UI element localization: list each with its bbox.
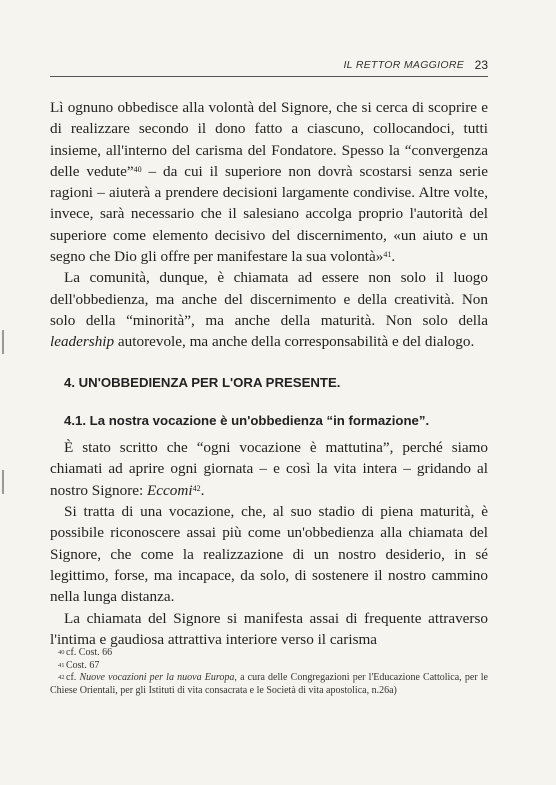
footnote-text: Cost. 67 xyxy=(66,659,100,671)
footnote-title: Nuove vocazioni per la nuova Europa xyxy=(79,672,235,684)
page-header xyxy=(50,58,488,77)
footnote-number: 42 xyxy=(58,674,65,682)
footnote-number: 41 xyxy=(58,661,65,669)
text-run: La comunità, dunque, è chiamata ad essere non solo il luogo dell'obbedienza, ma anche del discernimento e della creatività. Non solo della “minorità”, ma anche della maturità. Non solo della xyxy=(50,269,488,329)
footnote-ref: 41 xyxy=(383,250,392,260)
subsection-heading: 4.1. La nostra vocazione è un'obbedienza “in formazione”. xyxy=(64,412,430,428)
body-text xyxy=(50,97,488,650)
footnote xyxy=(50,672,488,697)
footnote-ref: 42 xyxy=(192,483,201,493)
paragraph xyxy=(50,267,488,352)
footnote-text: cf. Cost. 66 xyxy=(66,647,113,658)
footnotes xyxy=(50,647,488,697)
scan-edge-mark xyxy=(2,330,4,354)
text-run: Lì ognuno obbedisce alla volontà del Signore, che si cerca di scoprire e di realizzare secondo il dono fatto a ciascuno, collocandoci, tutti insieme, all'interno del carisma del Fondatore. Spesso la “convergenza delle vedute” xyxy=(50,99,488,180)
text-run: – da cui il superiore non dovrà scostarsi senza serie ragioni – aiuterà a prendere decisioni largamente condivise. Altre volte, invece, sarà necessario che il salesiano accolga proprio l'autorità del superiore come elemento decisivo del discernimento, «un aiuto e un segno che Dio gli offre per manifestare la sua volontà» xyxy=(50,162,488,266)
paragraph xyxy=(50,437,488,501)
text-run: autorevole, ma anche della corresponsabilità e del dialogo. xyxy=(114,333,475,351)
paragraph xyxy=(50,97,488,267)
running-head: IL RETTOR MAGGIORE xyxy=(343,59,464,71)
paragraph: Si tratta di una vocazione, che, al suo stadio di piena maturità, è possibile riconoscere assai più come un'obbedienza alla chiamata del Signore, che come la realizzazione di un nostro desiderio, in sé legittimo, forse, ma incapace, da solo, di sostenere il nostro cammino nella lunga distanza. xyxy=(50,503,488,606)
italic-text: Eccomi xyxy=(147,481,193,499)
footnote xyxy=(50,660,488,673)
italic-text: leadership xyxy=(50,333,115,351)
page-number: 23 xyxy=(474,58,488,72)
text-run: . xyxy=(200,481,205,499)
footnote-text: , a cura delle Congregazioni per l'Educazione Cattolica, per le Chiese Orientali, per gli Istituti di vita consacrata e le Società di vita apostolica, n.26a) xyxy=(50,672,488,696)
paragraph: La chiamata del Signore si manifesta assai di frequente attraverso l'intima e gaudiosa attrattiva interiore verso il carisma xyxy=(50,609,488,648)
footnote-ref: 40 xyxy=(133,164,142,174)
scan-edge-mark xyxy=(2,470,4,494)
text-run: . xyxy=(391,248,396,266)
footnote-text: cf. xyxy=(66,672,80,684)
footnote xyxy=(50,647,488,660)
footnote-number: 40 xyxy=(58,649,65,656)
text-run: È stato scritto che “ogni vocazione è mattutina”, perché siamo chiamati ad aprire ogni giornata – e così la vita intera – gridando al nostro Signore: xyxy=(50,439,488,499)
section-heading: 4. UN'OBBEDIENZA PER L'ORA PRESENTE. xyxy=(64,374,341,390)
